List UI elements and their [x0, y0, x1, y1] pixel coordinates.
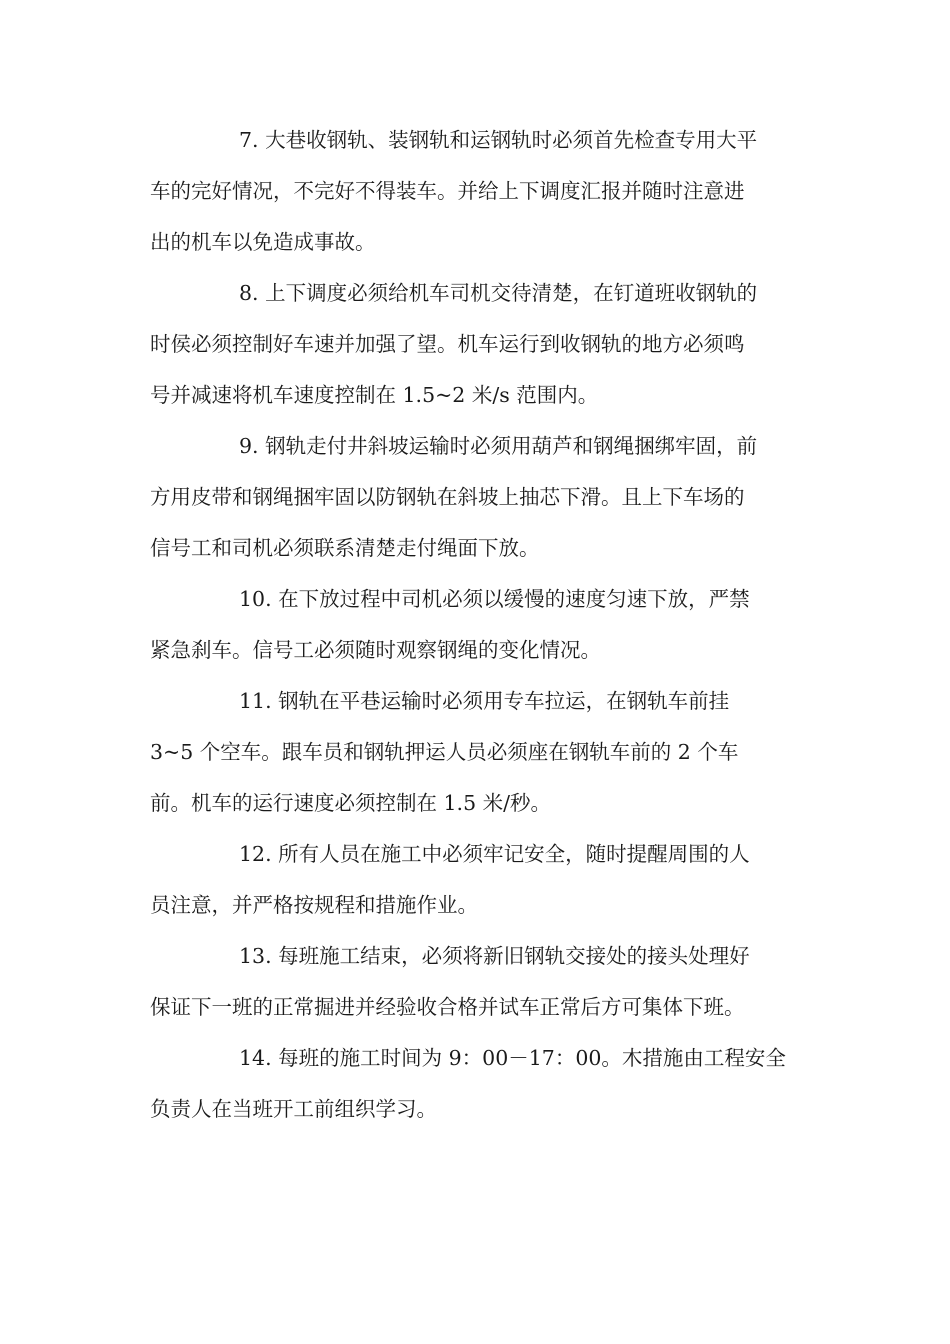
paragraph-first-line: 13. 每班施工结束，必须将新旧钢轨交接处的接头处理好	[239, 944, 750, 968]
paragraph-line: 保证下一班的正常掘进并经验收合格并试车正常后方可集体下班。	[150, 995, 745, 1019]
paragraph-line: 3~5 个空车。跟车员和钢轨押运人员必须座在钢轨车前的 2 个车	[150, 740, 739, 764]
paragraph-line: 车的完好情况，不完好不得装车。并给上下调度汇报并随时注意进	[150, 179, 745, 203]
paragraph-first-line: 7. 大巷收钢轨、装钢轨和运钢轨时必须首先检查专用大平	[239, 128, 758, 152]
paragraph-first-line: 14. 每班的施工时间为 9：00－17：00。木措施由工程安全	[239, 1046, 786, 1070]
document-body	[150, 115, 805, 1135]
paragraph-first-line: 10. 在下放过程中司机必须以缓慢的速度匀速下放，严禁	[239, 587, 750, 611]
paragraph-first-line: 12. 所有人员在施工中必须牢记安全，随时提醒周围的人	[239, 842, 750, 866]
paragraph-line: 出的机车以免造成事故。	[150, 230, 376, 254]
paragraph-first-line: 9. 钢轨走付井斜坡运输时必须用葫芦和钢绳捆绑牢固，前	[239, 434, 758, 458]
paragraph-first-line: 11. 钢轨在平巷运输时必须用专车拉运，在钢轨车前挂	[239, 689, 730, 713]
paragraph-line: 号并减速将机车速度控制在 1.5~2 米/s 范围内。	[150, 383, 599, 407]
paragraph-line: 方用皮带和钢绳捆牢固以防钢轨在斜坡上抽芯下滑。且上下车场的	[150, 485, 745, 509]
paragraph-line: 员注意，并严格按规程和措施作业。	[150, 893, 478, 917]
paragraph-line: 前。机车的运行速度必须控制在 1.5 米/秒。	[150, 791, 552, 815]
paragraph-line: 信号工和司机必须联系清楚走付绳面下放。	[150, 536, 540, 560]
paragraph-line: 负责人在当班开工前组织学习。	[150, 1097, 437, 1121]
paragraph-line: 紧急刹车。信号工必须随时观察钢绳的变化情况。	[150, 638, 601, 662]
paragraph-first-line: 8. 上下调度必须给机车司机交待清楚，在钉道班收钢轨的	[239, 281, 758, 305]
paragraph-line: 时侯必须控制好车速并加强了望。机车运行到收钢轨的地方必须鸣	[150, 332, 745, 356]
